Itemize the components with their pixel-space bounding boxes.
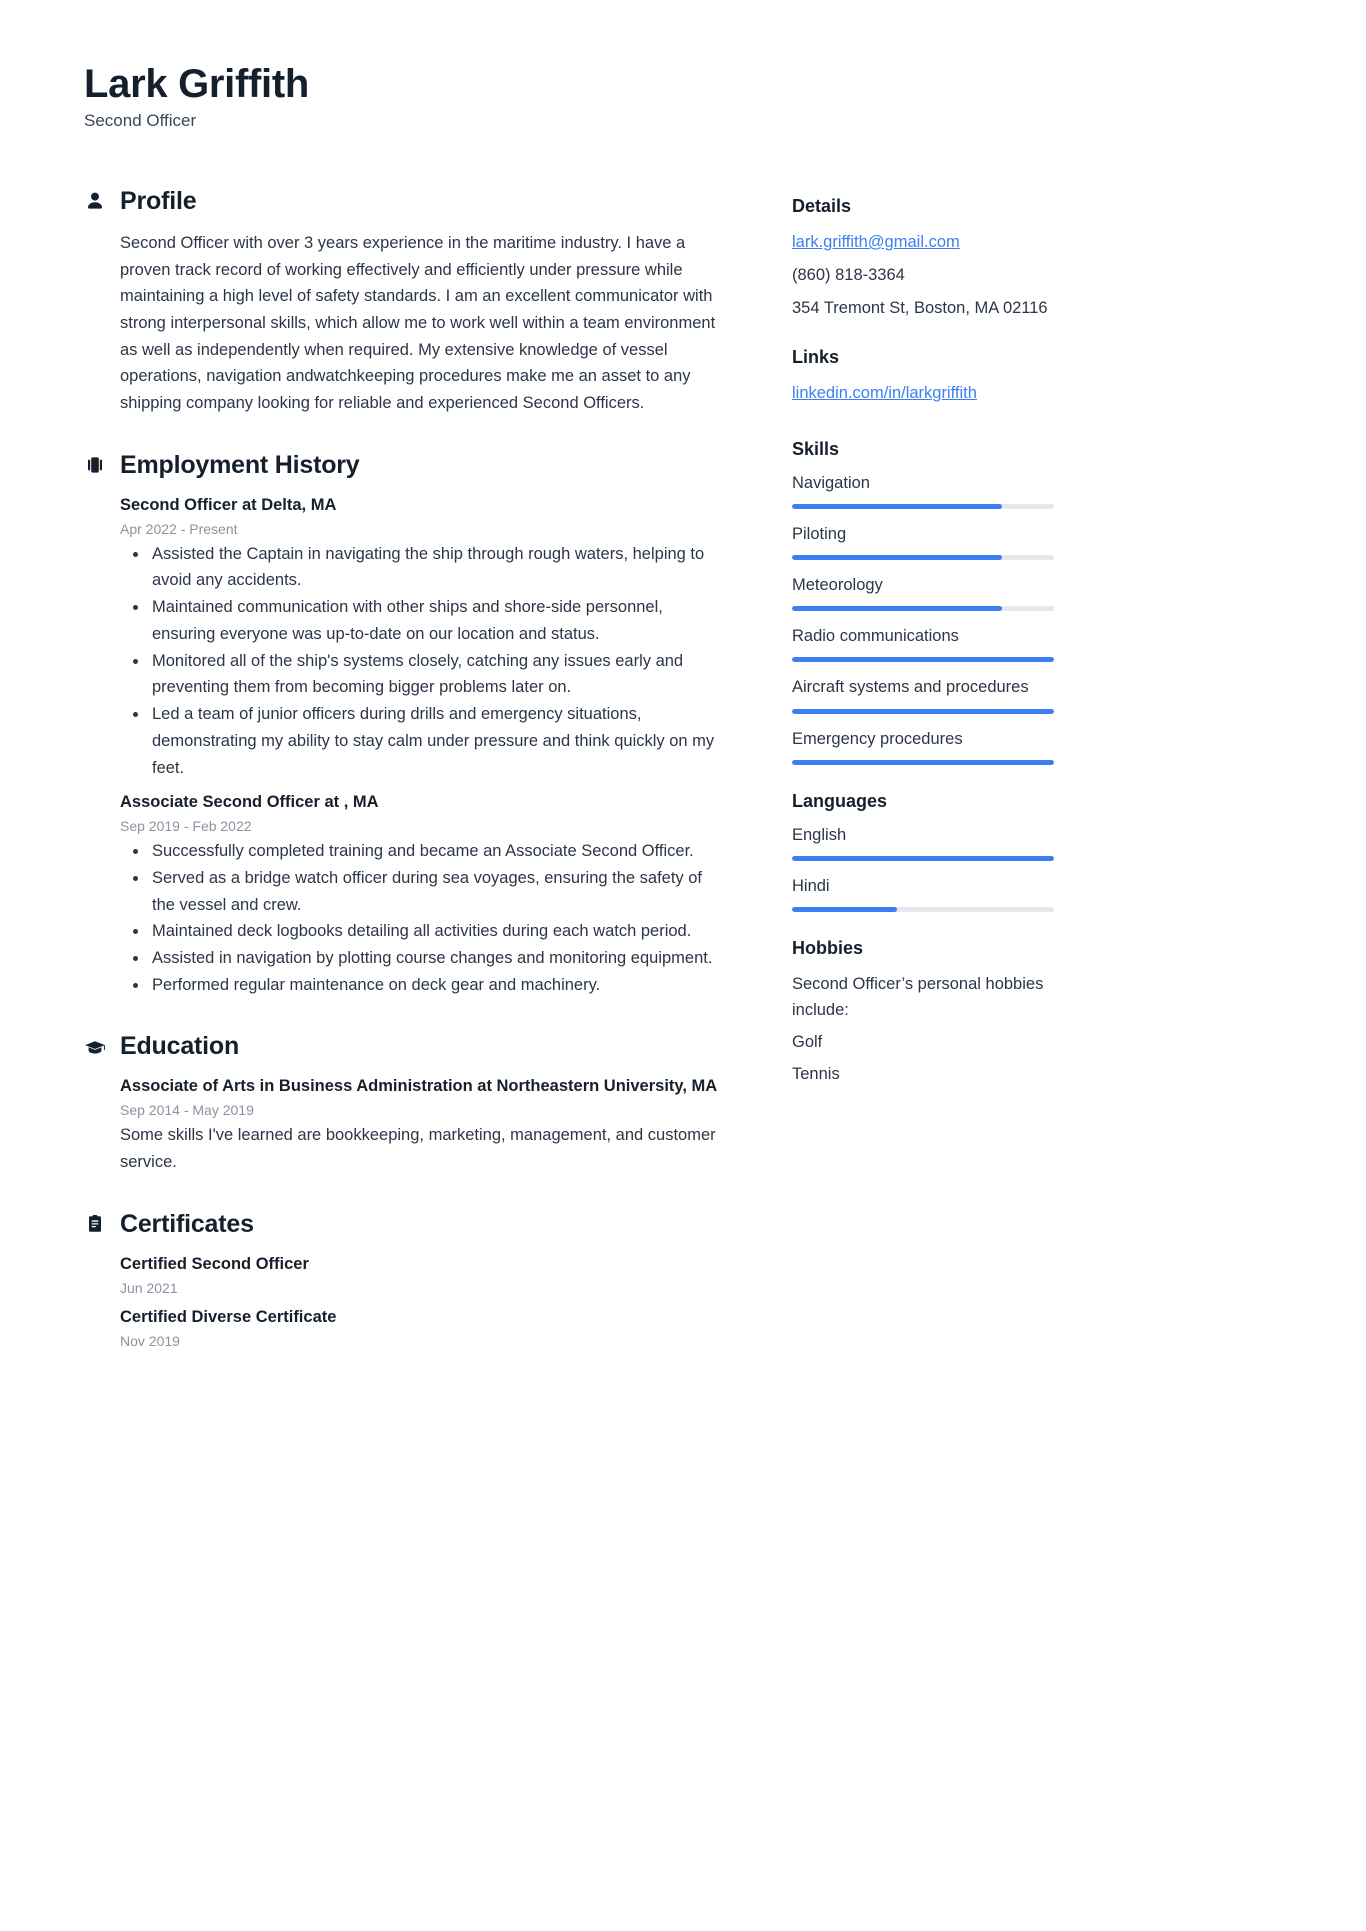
section-title-profile: Profile	[120, 186, 197, 215]
language-item	[792, 824, 1092, 861]
skill-label: Aircraft systems and procedures	[792, 678, 1029, 697]
skill-item	[792, 676, 1092, 713]
resume-columns	[84, 187, 1274, 1383]
section-profile	[84, 187, 724, 417]
skill-label: Radio communications	[792, 627, 959, 646]
skill-item	[792, 574, 1092, 611]
list-item: Led a team of junior officers during drills and emergency situations, demonstrating my ability to stay calm under pressure and think quickly on my feet.	[120, 701, 724, 781]
sidebar-block-links	[792, 347, 1092, 413]
briefcase-icon	[84, 454, 106, 476]
employment-entry-title: Second Officer at Delta, MA	[120, 495, 337, 514]
skill-rating-track	[792, 504, 1054, 509]
candidate-job-title: Second Officer	[84, 110, 197, 130]
section-body-employment	[84, 494, 724, 999]
education-entry-date: Sep 2014 - May 2019	[120, 1102, 254, 1119]
skill-rating-track	[792, 709, 1054, 714]
section-certificates	[84, 1210, 724, 1349]
hobbies-intro: Second Officer’s personal hobbies include:	[792, 974, 1044, 1019]
list-item: Served as a bridge watch officer during sea voyages, ensuring the safety of the vessel and crew.	[120, 865, 724, 918]
language-rating-track	[792, 907, 1054, 912]
phone-text: (860) 818-3364	[792, 265, 905, 284]
address-text: 354 Tremont St, Boston, MA 02116	[792, 298, 1048, 317]
education-entry	[120, 1075, 724, 1175]
certificate-entry	[120, 1306, 724, 1349]
section-header-education	[84, 1032, 724, 1061]
certificate-entry-title: Certified Second Officer	[120, 1254, 309, 1273]
skill-rating-fill	[792, 555, 1002, 560]
list-item: Monitored all of the ship's systems closely, catching any issues early and preventing them from becoming bigger problems later on.	[120, 648, 724, 701]
section-employment	[84, 451, 724, 999]
language-label: English	[792, 825, 847, 844]
sidebar-title-links: Links	[792, 346, 840, 367]
list-item: Assisted in navigation by plotting course changes and monitoring equipment.	[120, 945, 724, 972]
language-rating-fill	[792, 856, 1054, 861]
certificate-entry-date: Nov 2019	[120, 1332, 180, 1349]
employment-entry	[120, 791, 724, 998]
sidebar	[792, 187, 1092, 1113]
employment-entry-bullets	[120, 838, 724, 998]
skill-rating-track	[792, 657, 1054, 662]
sidebar-title-languages: Languages	[792, 790, 888, 811]
certificate-entry-date: Jun 2021	[120, 1279, 178, 1296]
graduation-cap-icon	[84, 1036, 106, 1058]
language-label: Hindi	[792, 876, 830, 895]
skill-label: Emergency procedures	[792, 729, 963, 748]
employment-entry-bullets	[120, 541, 724, 781]
education-entry-title: Associate of Arts in Business Administration at Northeastern University, MA	[120, 1077, 718, 1096]
sidebar-block-details	[792, 196, 1092, 321]
skill-rating-fill	[792, 504, 1002, 509]
sidebar-title-details: Details	[792, 195, 852, 216]
skill-item	[792, 523, 1092, 560]
section-body-profile	[84, 230, 724, 417]
skill-rating-fill	[792, 657, 1054, 662]
section-body-education	[84, 1075, 724, 1175]
education-entry-description: Some skills I've learned are bookkeeping, marketing, management, and customer service.	[120, 1126, 716, 1172]
skill-rating-track	[792, 555, 1054, 560]
sidebar-title-skills: Skills	[792, 439, 840, 460]
section-header-employment	[84, 451, 724, 480]
user-icon	[84, 190, 106, 212]
sidebar-block-languages	[792, 791, 1092, 912]
skill-label: Piloting	[792, 525, 847, 544]
section-education	[84, 1032, 724, 1175]
hobby-item: Tennis	[792, 1064, 840, 1083]
section-header-certificates	[84, 1210, 724, 1239]
section-title-certificates: Certificates	[120, 1209, 254, 1238]
profile-text: Second Officer with over 3 years experience in the maritime industry. I have a proven track record of working effectively and efficiently under pressure while maintaining a high level of safety standards. I am an excellent communicator with strong interpersonal skills, which allow me to work well within a team environment as well as independently when required. My extensive knowledge of vessel operations, navigation andwatchkeeping procedures make me an asset to any shipping company looking for reliable and experienced Second Officers.	[120, 233, 716, 413]
skill-rating-fill	[792, 709, 1054, 714]
language-item	[792, 875, 1092, 912]
skill-item	[792, 625, 1092, 662]
sidebar-block-hobbies	[792, 938, 1092, 1087]
certificate-entry	[120, 1253, 724, 1296]
certificate-entry-title: Certified Diverse Certificate	[120, 1307, 337, 1326]
email-link[interactable]: lark.griffith@gmail.com	[792, 232, 960, 251]
candidate-name: Lark Griffith	[84, 62, 310, 106]
skill-label: Meteorology	[792, 576, 883, 595]
section-body-certificates	[84, 1253, 724, 1349]
sidebar-block-skills	[792, 439, 1092, 765]
employment-entry-date: Sep 2019 - Feb 2022	[120, 818, 252, 835]
list-item: Performed regular maintenance on deck gear and machinery.	[120, 972, 724, 999]
skill-item	[792, 472, 1092, 509]
list-item: Maintained deck logbooks detailing all activities during each watch period.	[120, 918, 724, 945]
section-title-education: Education	[120, 1032, 240, 1061]
resume-header	[84, 62, 1274, 131]
skill-label: Navigation	[792, 474, 870, 493]
skill-rating-track	[792, 606, 1054, 611]
section-header-profile	[84, 187, 724, 216]
sidebar-title-hobbies: Hobbies	[792, 937, 864, 958]
employment-entry	[120, 494, 724, 781]
list-item: Assisted the Captain in navigating the ship through rough waters, helping to avoid any accidents.	[120, 541, 724, 594]
list-item: Maintained communication with other ships and shore-side personnel, ensuring everyone was up-to-date on our location and status.	[120, 594, 724, 647]
linkedin-link[interactable]: linkedin.com/in/larkgriffith	[792, 383, 977, 402]
certificate-icon	[84, 1213, 106, 1235]
language-rating-fill	[792, 907, 897, 912]
main-column	[84, 187, 724, 1383]
skill-rating-track	[792, 760, 1054, 765]
skill-rating-fill	[792, 760, 1054, 765]
skill-rating-fill	[792, 606, 1002, 611]
employment-entry-date: Apr 2022 - Present	[120, 520, 238, 537]
employment-entry-title: Associate Second Officer at , MA	[120, 793, 379, 812]
skill-item	[792, 728, 1092, 765]
hobby-item: Golf	[792, 1032, 823, 1051]
list-item: Successfully completed training and became an Associate Second Officer.	[120, 838, 724, 865]
language-rating-track	[792, 856, 1054, 861]
section-title-employment: Employment History	[120, 450, 360, 479]
